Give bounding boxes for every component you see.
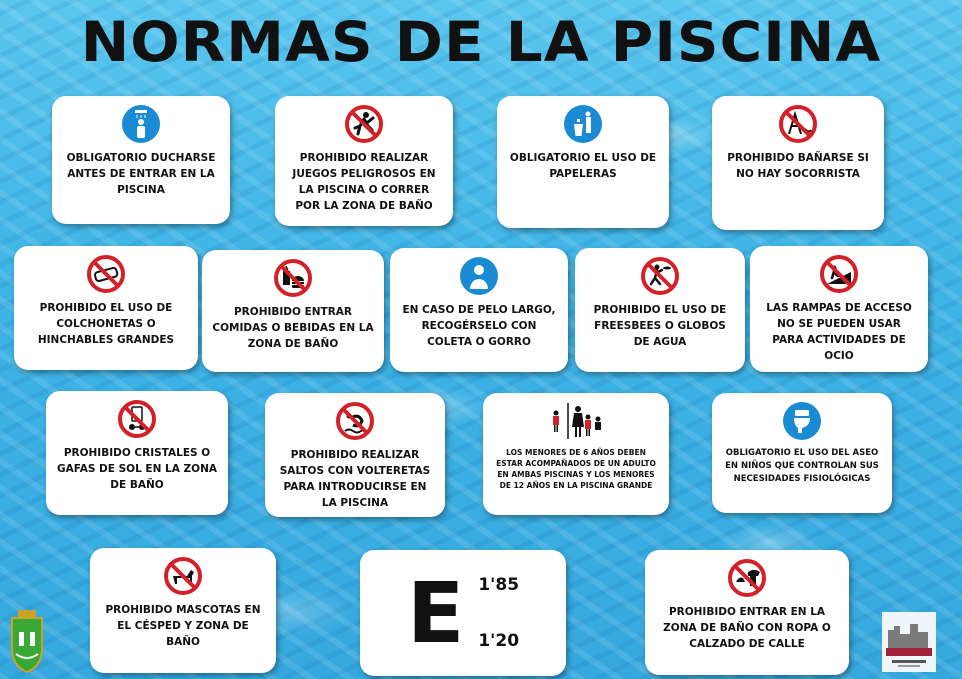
no-glass-icon xyxy=(117,399,157,439)
rule-text: PROHIBIDO EL USO DE COLCHONETAS O HINCHABLES GRANDES xyxy=(37,302,175,346)
depth-bottom: 1'20 xyxy=(478,631,520,651)
rule-card-ropa xyxy=(645,550,849,675)
no-frisbee-icon xyxy=(640,256,680,296)
no-lifeguard-icon xyxy=(778,104,818,144)
rule-card-pelo xyxy=(390,248,568,372)
no-food-icon xyxy=(273,258,313,298)
trash-bin-mandatory-icon xyxy=(563,104,603,144)
rule-text: OBLIGATORIO EL USO DE PAPELERAS xyxy=(509,152,657,180)
depth-letter: E xyxy=(406,564,465,662)
coat-of-arms-logo xyxy=(4,608,50,674)
rule-text: PROHIBIDO MASCOTAS EN EL CÉSPED Y ZONA DE BAÑO xyxy=(105,604,261,648)
no-ramp-play-icon xyxy=(819,254,859,294)
rule-text: PROHIBIDO REALIZAR JUEGOS PELIGROSOS EN LA PISCINA O CORRER POR LA ZONA DE BAÑO xyxy=(292,152,436,212)
no-inflatables-icon xyxy=(86,254,126,294)
rule-text: LAS RAMPAS DE ACCESO NO SE PUEDEN USAR PARA ACTIVIDADES DE OCIO xyxy=(766,302,912,362)
depth-values xyxy=(478,575,519,651)
rule-text: PROHIBIDO CRISTALES O GAFAS DE SOL EN LA ZONA DE BAÑO xyxy=(57,447,217,491)
rule-card-rampas xyxy=(750,246,928,372)
depth-card xyxy=(360,550,566,676)
depth-top: 1'85 xyxy=(478,575,520,595)
rule-card-cristales xyxy=(46,391,228,515)
rule-text: PROHIBIDO ENTRAR COMIDAS O BEBIDAS EN LA ZONA DE BAÑO xyxy=(212,306,374,350)
rule-card-aseo xyxy=(712,393,892,513)
no-diving-icon xyxy=(335,401,375,441)
no-pets-icon xyxy=(163,556,203,596)
rule-card-juegos xyxy=(275,96,453,226)
rule-card-mascotas xyxy=(90,548,276,673)
rule-text: EN CASO DE PELO LARGO, RECOGÉRSELO CON COLETA O GORRO xyxy=(402,304,556,348)
family-icon xyxy=(546,401,606,441)
shower-mandatory-icon xyxy=(121,104,161,144)
toilet-mandatory-icon xyxy=(782,401,822,441)
rule-text: OBLIGATORIO DUCHARSE ANTES DE ENTRAR EN LA PISCINA xyxy=(66,152,216,196)
town-logo xyxy=(882,612,936,672)
rule-text: OBLIGATORIO EL USO DEL ASEO EN NIÑOS QUE CONTROLAN SUS NECESIDADES FISIOLÓGICAS xyxy=(725,448,879,484)
rule-card-papeleras xyxy=(497,96,669,228)
page-title: NORMAS DE LA PISCINA xyxy=(80,9,882,75)
rule-card-freesbees xyxy=(575,248,745,372)
rule-text: LOS MENORES DE 6 AÑOS DEBEN ESTAR ACOMPAÑADOS DE UN ADULTO EN AMBAS PISCINAS Y LOS MENORES DE 12 AÑOS EN LA PISCINA GRANDE xyxy=(496,448,656,490)
rule-text: PROHIBIDO EL USO DE FREESBEES O GLOBOS DE AGUA xyxy=(593,304,727,348)
rule-text: PROHIBIDO REALIZAR SALTOS CON VOLTERETAS PARA INTRODUCIRSE EN LA PISCINA xyxy=(279,449,431,509)
no-running-icon xyxy=(344,104,384,144)
no-street-clothes-icon xyxy=(727,558,767,598)
rule-card-saltos xyxy=(265,393,445,517)
rule-card-socorrista xyxy=(712,96,884,230)
rule-card-colchonetas xyxy=(14,246,198,370)
long-hair-mandatory-icon xyxy=(459,256,499,296)
rule-card-ducha xyxy=(52,96,230,224)
rule-card-menores xyxy=(483,393,669,515)
rule-card-comidas xyxy=(202,250,384,372)
rule-text: PROHIBIDO ENTRAR EN LA ZONA DE BAÑO CON ROPA O CALZADO DE CALLE xyxy=(663,606,831,650)
rule-text: PROHIBIDO BAÑARSE SI NO HAY SOCORRISTA xyxy=(727,152,869,180)
